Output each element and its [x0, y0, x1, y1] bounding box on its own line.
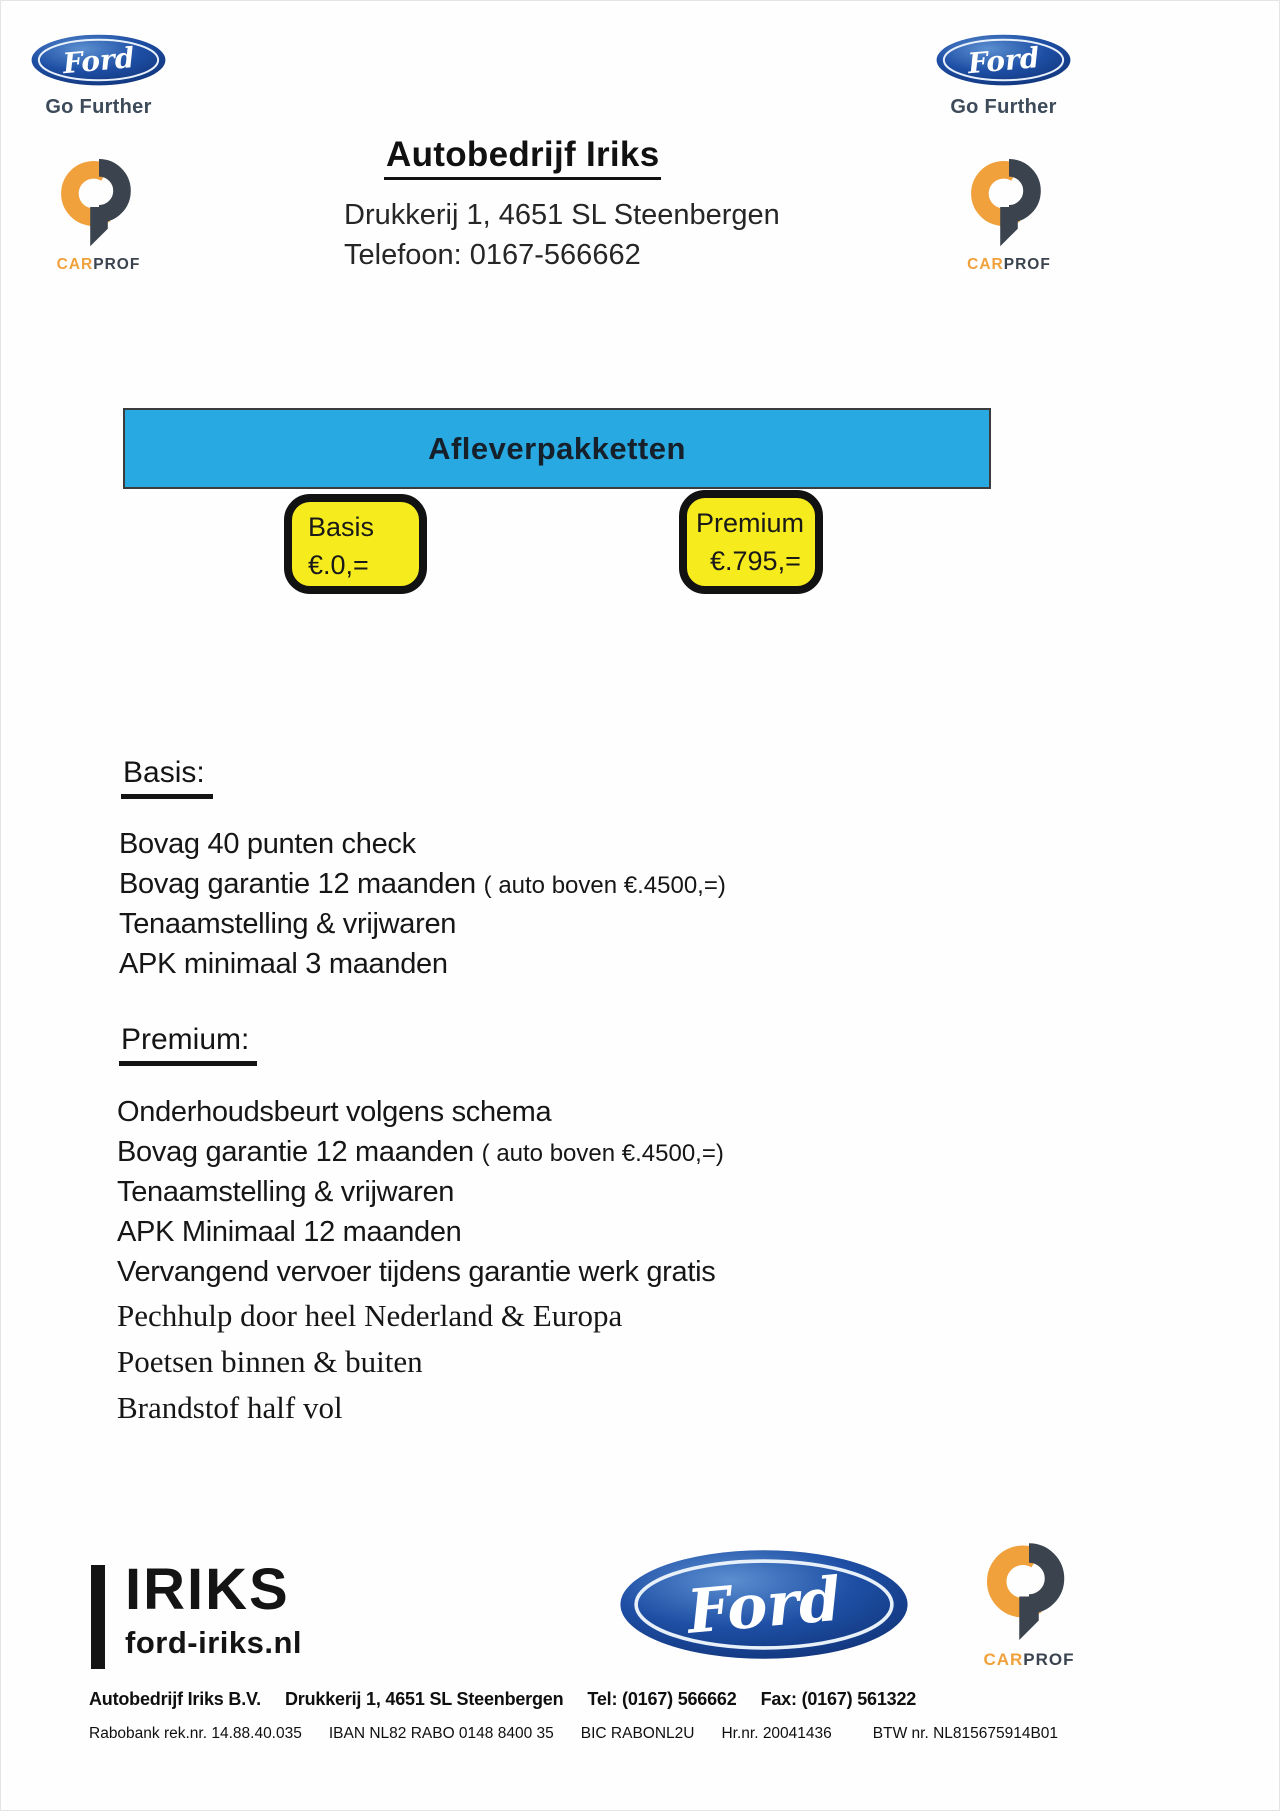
item-text: Brandstof half vol	[117, 1390, 343, 1425]
brand-ford-top-left	[26, 34, 171, 119]
footer-fax: Fax: (0167) 561322	[760, 1689, 917, 1709]
package-card-basis	[284, 494, 427, 594]
iriks-logo-text: IRIKS	[125, 1557, 290, 1622]
ford-logo-icon	[31, 34, 166, 86]
item-text: Tenaamstelling & vrijwaren	[117, 1176, 455, 1208]
section-heading-premium: Premium:	[119, 1023, 257, 1066]
carprof-car-label: CAR	[56, 256, 94, 273]
ford-script-label: Ford	[684, 1563, 844, 1648]
package-card-premium	[679, 490, 823, 594]
footer-info-line-2	[89, 1725, 1058, 1743]
footer-bic: BIC RABONL2U	[580, 1725, 695, 1742]
list-item	[117, 1213, 724, 1253]
phone-line: Telefoon: 0167-566662	[344, 239, 641, 271]
carprof-wordmark	[963, 1650, 1095, 1670]
carprof-wordmark	[41, 256, 156, 274]
item-text: Bovag garantie 12 maanden	[119, 868, 476, 900]
brand-carprof-top-left	[41, 157, 156, 274]
footer-company-name: Autobedrijf Iriks B.V.	[89, 1689, 261, 1709]
carprof-logo-icon	[61, 157, 137, 249]
carprof-wordmark	[951, 256, 1067, 274]
iriks-logo	[91, 1557, 303, 1669]
package-price: €.0,=	[308, 550, 369, 580]
list-item	[117, 1293, 724, 1339]
carprof-prof-label: PROF	[1003, 256, 1051, 273]
list-item	[117, 1173, 724, 1213]
footer-tel: Tel: (0167) 566662	[587, 1689, 737, 1709]
item-note: ( auto boven €.4500,=)	[483, 872, 726, 899]
carprof-logo-icon	[987, 1541, 1071, 1643]
list-item	[117, 1385, 724, 1431]
item-text: APK Minimaal 12 maanden	[117, 1216, 462, 1248]
list-item	[119, 905, 726, 945]
item-text: Bovag garantie 12 maanden	[117, 1136, 474, 1168]
page-title: Autobedrijf Iriks	[384, 135, 661, 180]
iriks-logo-bar	[91, 1565, 105, 1669]
item-text: Pechhulp door heel Nederland & Europa	[117, 1298, 623, 1333]
list-item	[117, 1133, 724, 1173]
footer-btw-number: BTW nr. NL815675914B01	[872, 1725, 1059, 1742]
section-heading-basis: Basis:	[121, 756, 213, 799]
list-item	[119, 945, 726, 985]
premium-feature-list	[117, 1093, 724, 1431]
list-item	[119, 825, 726, 865]
brand-carprof-top-right	[951, 157, 1067, 274]
list-item	[117, 1093, 724, 1133]
carprof-prof-label: PROF	[1023, 1650, 1075, 1669]
carprof-car-label: CAR	[983, 1650, 1024, 1669]
item-text: Poetsen binnen & buiten	[117, 1344, 423, 1379]
carprof-logo-icon	[971, 157, 1047, 249]
ford-script-label: Ford	[61, 41, 136, 81]
iriks-website-label: ford-iriks.nl	[125, 1625, 303, 1660]
ford-tagline: Go Further	[45, 96, 152, 118]
ford-tagline: Go Further	[950, 96, 1057, 118]
carprof-car-label: CAR	[967, 256, 1004, 273]
item-text: Bovag 40 punten check	[119, 828, 416, 860]
header-address-block	[344, 195, 780, 275]
footer-bank-account: Rabobank rek.nr. 14.88.40.035	[89, 1725, 302, 1742]
carprof-prof-label: PROF	[93, 256, 141, 273]
footer-hr-number: Hr.nr. 20041436	[721, 1725, 832, 1742]
item-text: APK minimaal 3 maanden	[119, 948, 448, 980]
banner-title: Afleverpakketten	[428, 430, 686, 466]
ford-script-label: Ford	[966, 41, 1041, 81]
list-item	[117, 1339, 724, 1385]
footer-info-line-1	[89, 1689, 916, 1710]
list-item	[119, 865, 726, 905]
item-text: Vervangend vervoer tijdens garantie werk gratis	[117, 1256, 716, 1288]
footer-iban: IBAN NL82 RABO 0148 8400 35	[328, 1725, 554, 1742]
package-name: Premium	[696, 508, 805, 538]
basis-feature-list	[119, 825, 726, 985]
ford-logo-icon	[936, 34, 1071, 86]
ford-logo-icon	[619, 1549, 909, 1660]
footer-address: Drukkerij 1, 4651 SL Steenbergen	[284, 1689, 564, 1709]
brand-ford-top-right	[931, 34, 1076, 119]
package-price: €.795,=	[710, 546, 801, 576]
brand-carprof-footer	[963, 1541, 1095, 1670]
section-banner	[123, 408, 991, 489]
package-name: Basis	[308, 512, 375, 542]
item-text: Tenaamstelling & vrijwaren	[119, 908, 457, 940]
item-text: Onderhoudsbeurt volgens schema	[117, 1096, 552, 1128]
list-item	[117, 1253, 724, 1293]
item-note: ( auto boven €.4500,=)	[481, 1140, 724, 1167]
address-line: Drukkerij 1, 4651 SL Steenbergen	[344, 199, 780, 231]
brand-ford-footer	[619, 1549, 909, 1665]
